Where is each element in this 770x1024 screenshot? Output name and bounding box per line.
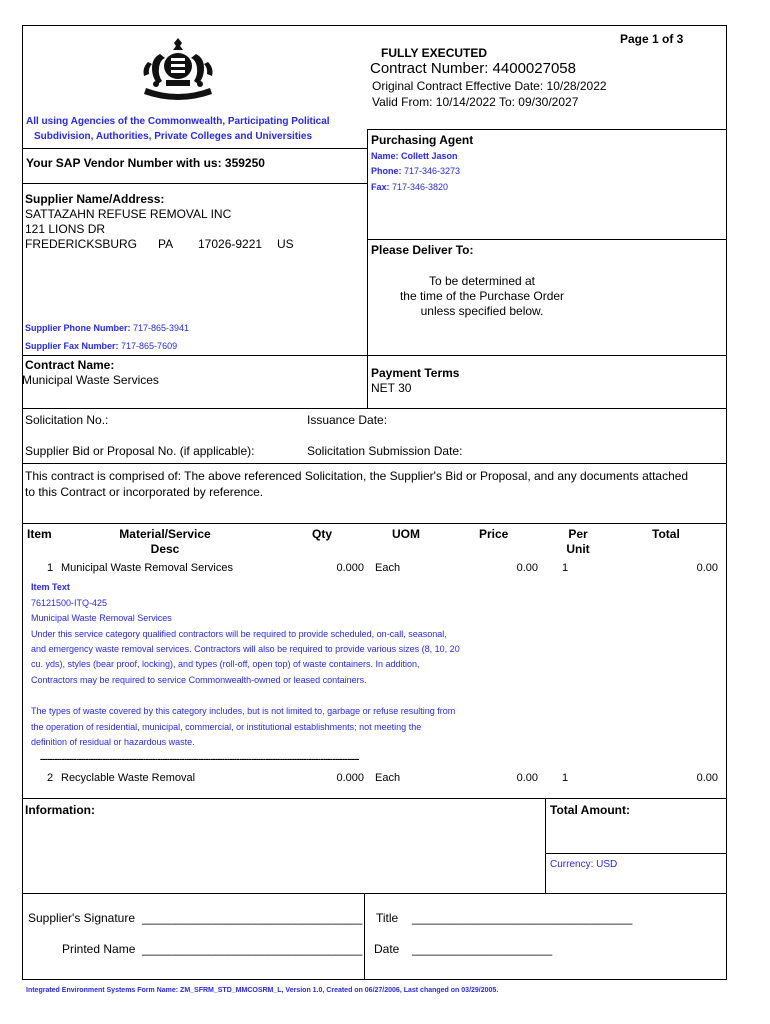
supplier-name: SATTAZAHN REFUSE REMOVAL INC bbox=[25, 207, 232, 221]
submission-date: Solicitation Submission Date: bbox=[307, 444, 463, 458]
row-uom: Each bbox=[375, 772, 401, 784]
agencies-line-1: All using Agencies of the Commonwealth, Participating Political bbox=[26, 116, 330, 127]
rule bbox=[367, 129, 727, 130]
item-text-p2-1: The types of waste covered by this category includes, but is not limited to, garbage or refuse resulting from bbox=[31, 706, 456, 716]
row-total: 0.00 bbox=[696, 772, 718, 784]
deliver-line-3: unless specified below. bbox=[420, 304, 544, 318]
row-description: Recyclable Waste Removal bbox=[61, 772, 196, 784]
information-label: Information: bbox=[25, 803, 95, 817]
printed-name-label: Printed Name bbox=[62, 942, 136, 956]
row-qty: 0.000 bbox=[336, 772, 364, 784]
issuance-date: Issuance Date: bbox=[307, 413, 388, 427]
agent-fax-label: Fax: bbox=[371, 182, 393, 192]
status-label: FULLY EXECUTED bbox=[381, 46, 488, 60]
col-qty-header: Qty bbox=[312, 527, 333, 541]
item-text-title: Municipal Waste Removal Services bbox=[31, 613, 172, 623]
supplier-zip: 17026-9221 bbox=[198, 237, 263, 251]
purchasing-agent-heading: Purchasing Agent bbox=[371, 133, 474, 147]
rule bbox=[22, 148, 368, 149]
agent-name-value: Collett Jason bbox=[401, 151, 458, 161]
agencies-line-2: Subdivision, Authorities, Private Colleges and Universities bbox=[34, 131, 313, 142]
frame-right bbox=[726, 25, 727, 980]
supplier-fax bbox=[25, 341, 177, 351]
rule bbox=[22, 355, 727, 356]
supplier-phone-label: Supplier Phone Number: bbox=[25, 323, 134, 333]
agent-phone-label: Phone: bbox=[371, 166, 404, 176]
supplier-heading: Supplier Name/Address: bbox=[25, 192, 165, 206]
supplier-signature-label: Supplier's Signature bbox=[28, 911, 136, 925]
col-per-header-1: Per bbox=[568, 527, 588, 541]
rule bbox=[22, 893, 727, 894]
col-item-header: Item bbox=[27, 527, 52, 541]
payment-terms: NET 30 bbox=[371, 381, 412, 395]
comprised-line-1: This contract is comprised of: The above referenced Solicitation, the Supplier's Bid or Proposal, and any documents attached bbox=[25, 469, 689, 483]
rule bbox=[22, 463, 727, 464]
col-uom-header: UOM bbox=[392, 527, 420, 541]
row-per: 1 bbox=[562, 772, 569, 784]
supplier-fax-value: 717-865-7609 bbox=[121, 341, 178, 351]
payment-terms-heading: Payment Terms bbox=[371, 366, 460, 380]
supplier-country: US bbox=[277, 237, 294, 251]
supplier-fax-label: Supplier Fax Number: bbox=[25, 341, 122, 351]
frame-bottom bbox=[22, 979, 727, 980]
contract-name: Municipal Waste Services bbox=[22, 373, 159, 387]
deliver-line-1: To be determined at bbox=[428, 274, 536, 288]
row-price: 0.00 bbox=[516, 562, 538, 574]
agent-phone bbox=[371, 166, 460, 176]
contract-name-heading: Contract Name: bbox=[25, 358, 115, 372]
currency: Currency: USD bbox=[550, 859, 618, 870]
comprised-line-2: to this Contract or incorporated by reference. bbox=[25, 485, 264, 499]
signature-divider bbox=[364, 893, 365, 980]
date-field[interactable]: _____________________ bbox=[412, 942, 553, 956]
header-divider bbox=[367, 129, 368, 408]
frame-left bbox=[22, 25, 23, 980]
rule bbox=[22, 798, 727, 799]
solicitation-no: Solicitation No.: bbox=[25, 413, 109, 427]
total-divider bbox=[545, 798, 546, 894]
effective-date: Original Contract Effective Date: 10/28/2022 bbox=[372, 79, 607, 93]
item-text-p2-2: the operation of residential, municipal, commercial, or institutional establishments; not meeting the bbox=[31, 722, 422, 732]
item-text-code: 76121500-ITQ-425 bbox=[31, 598, 108, 608]
row-total: 0.00 bbox=[696, 562, 718, 574]
commonwealth-seal-icon bbox=[138, 36, 218, 104]
item-text-p1-3: cu. yds), styles (bear proof, locking), and types (roll-off, open top) of waste containers. In addition, bbox=[31, 659, 420, 669]
title-label: Title bbox=[376, 911, 399, 925]
row-uom: Each bbox=[375, 562, 401, 574]
supplier-signature-field[interactable]: _________________________________ bbox=[142, 911, 363, 925]
total-amount-label: Total Amount: bbox=[550, 803, 630, 817]
row-number: 2 bbox=[47, 772, 54, 784]
item-text-p1-4: Contractors may be required to service Commonwealth-owned or leased containers. bbox=[31, 675, 367, 685]
item-text-p1-2: and emergency waste removal services. Contractors will also be required to provide various sizes (8, 10, 20 bbox=[31, 644, 460, 654]
valid-dates: Valid From: 10/14/2022 To: 09/30/2027 bbox=[372, 95, 579, 109]
form-footer: Integrated Environment Systems Form Name: ZM_SFRM_STD_MMCOSRM_L, Version 1.0, Created on 06/27/2006, Last changed on 03/29/2005. bbox=[26, 987, 499, 994]
col-material-header-1: Material/Service bbox=[119, 527, 211, 541]
agent-fax bbox=[371, 182, 448, 192]
frame-top bbox=[22, 25, 727, 26]
rule bbox=[22, 183, 368, 184]
agent-name bbox=[371, 151, 458, 161]
agent-phone-value: 717-346-3273 bbox=[404, 166, 461, 176]
row-separator: ------------------------------------------------------------------------------------------------------------------------------------- bbox=[40, 754, 359, 764]
supplier-city: FREDERICKSBURG bbox=[25, 237, 138, 251]
item-text-label: Item Text bbox=[31, 582, 70, 592]
supplier-street: 121 LIONS DR bbox=[25, 222, 106, 236]
date-label: Date bbox=[374, 942, 400, 956]
col-material-header-2: Desc bbox=[150, 542, 180, 556]
agent-name-label: Name: bbox=[371, 151, 402, 161]
rule bbox=[22, 408, 727, 409]
col-per-header-2: Unit bbox=[566, 542, 590, 556]
supplier-phone bbox=[25, 323, 189, 333]
supplier-bid-no: Supplier Bid or Proposal No. (if applicable): bbox=[25, 444, 255, 458]
supplier-phone-value: 717-865-3941 bbox=[133, 323, 190, 333]
col-total-header: Total bbox=[652, 527, 680, 541]
item-text-p1-1: Under this service category qualified contractors will be required to provide scheduled, on-call, seasonal, bbox=[31, 629, 447, 639]
col-price-header: Price bbox=[479, 527, 509, 541]
agent-fax-value: 717-346-3820 bbox=[392, 182, 449, 192]
rule bbox=[367, 239, 727, 240]
sap-vendor-number: Your SAP Vendor Number with us: 359250 bbox=[26, 156, 265, 170]
rule bbox=[545, 853, 727, 854]
contract-number: Contract Number: 4400027058 bbox=[370, 60, 576, 77]
printed-name-field[interactable]: _________________________________ bbox=[142, 942, 363, 956]
deliver-line-2: the time of the Purchase Order bbox=[399, 289, 565, 303]
page-indicator: Page 1 of 3 bbox=[620, 32, 684, 46]
row-number: 1 bbox=[47, 562, 54, 574]
item-text-p2-3: definition of residual or hazardous waste. bbox=[31, 737, 195, 747]
deliver-heading: Please Deliver To: bbox=[371, 243, 474, 257]
row-qty: 0.000 bbox=[336, 562, 364, 574]
title-field[interactable]: _________________________________ bbox=[412, 911, 633, 925]
rule bbox=[22, 523, 727, 524]
supplier-state: PA bbox=[158, 237, 174, 251]
row-price: 0.00 bbox=[516, 772, 538, 784]
row-description: Municipal Waste Removal Services bbox=[61, 562, 233, 574]
row-per: 1 bbox=[562, 562, 569, 574]
